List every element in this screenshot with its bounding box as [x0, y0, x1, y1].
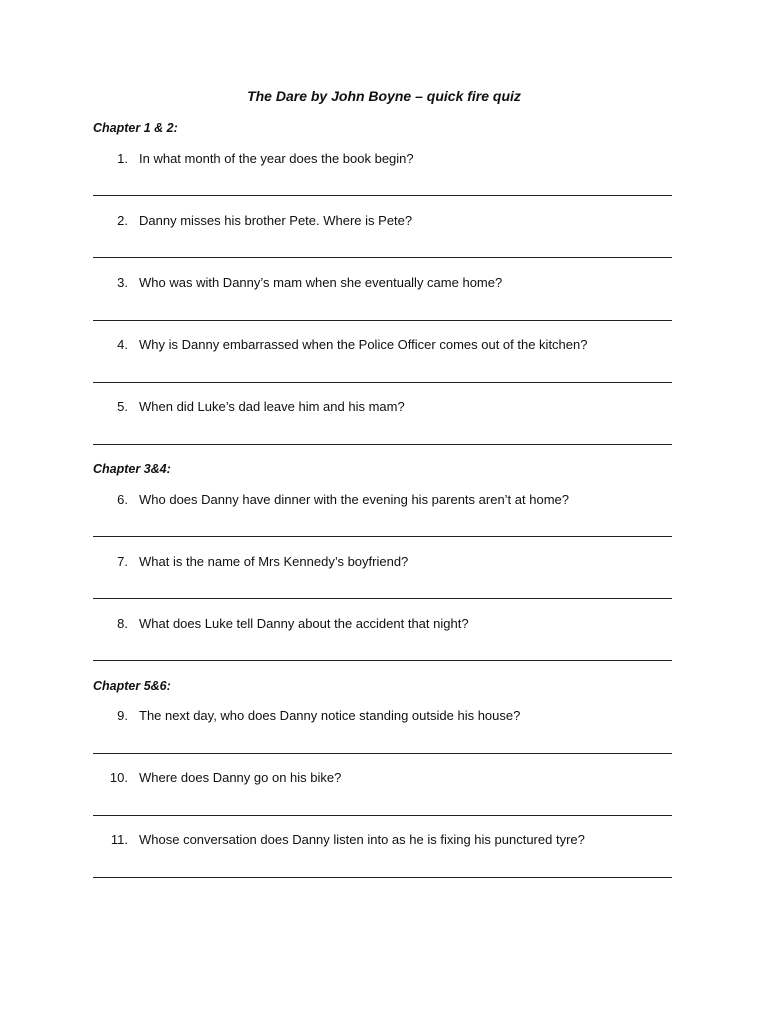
page-title: The Dare by John Boyne – quick fire quiz [247, 88, 521, 104]
question-number: 8. [117, 616, 128, 631]
answer-line-9[interactable] [93, 753, 672, 754]
answer-line-6[interactable] [93, 536, 672, 537]
question-text: Danny misses his brother Pete. Where is Pete? [139, 213, 413, 228]
answer-line-1[interactable] [93, 195, 672, 196]
question-number: 1. [117, 151, 128, 166]
section-heading-chapter-1-2: Chapter 1 & 2: [93, 121, 178, 135]
section-heading-chapter-5-6: Chapter 5&6: [93, 679, 171, 693]
question-text: Who was with Danny’s mam when she eventually came home? [139, 275, 503, 290]
section-heading-chapter-3-4: Chapter 3&4: [93, 462, 171, 476]
question-number: 10. [109, 770, 128, 785]
answer-line-11[interactable] [93, 877, 672, 878]
answer-line-4[interactable] [93, 382, 672, 383]
question-text: What does Luke tell Danny about the accident that night? [139, 616, 469, 631]
question-number: 5. [117, 399, 128, 414]
question-number: 3. [117, 275, 128, 290]
answer-line-3[interactable] [93, 320, 672, 321]
question-text: Where does Danny go on his bike? [139, 770, 342, 785]
question-text: When did Luke’s dad leave him and his mam? [139, 399, 405, 414]
question-text: The next day, who does Danny notice standing outside his house? [139, 708, 521, 723]
question-number: 4. [117, 337, 128, 352]
question-number: 9. [117, 708, 128, 723]
answer-line-2[interactable] [93, 257, 672, 258]
question-number: 11. [110, 832, 128, 847]
answer-line-8[interactable] [93, 660, 672, 661]
question-text: Who does Danny have dinner with the evening his parents aren’t at home? [139, 492, 569, 507]
answer-line-10[interactable] [93, 815, 672, 816]
question-number: 7. [117, 554, 128, 569]
question-text: In what month of the year does the book begin? [139, 151, 414, 166]
question-text: Whose conversation does Danny listen into as he is fixing his punctured tyre? [139, 832, 585, 847]
question-number: 2. [117, 213, 128, 228]
question-number: 6. [117, 492, 128, 507]
question-text: Why is Danny embarrassed when the Police Officer comes out of the kitchen? [139, 337, 588, 352]
answer-line-7[interactable] [93, 598, 672, 599]
question-text: What is the name of Mrs Kennedy’s boyfriend? [139, 554, 409, 569]
answer-line-5[interactable] [93, 444, 672, 445]
